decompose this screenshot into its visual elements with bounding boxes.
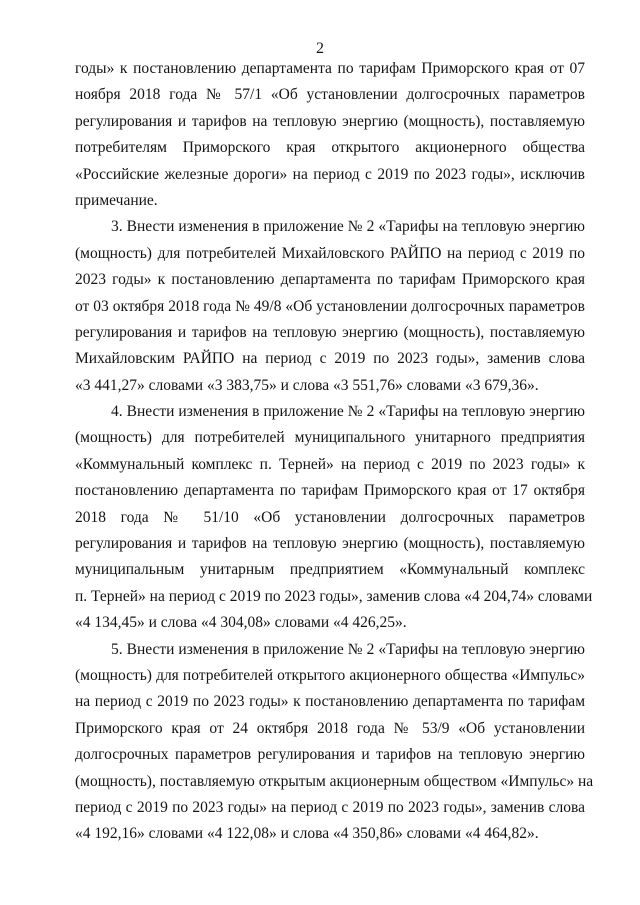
text-line: 5. Внести изменения в приложение № 2 «Тарифы на тепловую энергию — [111, 640, 585, 658]
paragraph-item-5 — [75, 637, 594, 848]
text-line: 3. Внести изменения в приложение № 2 «Тарифы на тепловую энергию — [111, 218, 585, 236]
text-line: муниципальным унитарным предприятием «Коммунальный комплекс — [75, 561, 585, 579]
text-line: «Российские железные дороги» на период с 2019 по 2023 годы», исключив — [75, 165, 585, 183]
text-line: Приморского края от 24 октября 2018 года № 53/9 «Об установлении — [75, 719, 585, 737]
text-line: (мощность) для потребителей муниципального унитарного предприятия — [75, 429, 585, 447]
text-line: от 03 октября 2018 года № 49/8 «Об установлении долгосрочных параметров — [75, 297, 585, 315]
text-line: «3 441,27» словами «3 383,75» и слова «3 551,76» словами «3 679,36». — [75, 376, 539, 394]
text-line: «Коммунальный комплекс п. Терней» на период с 2019 по 2023 годы» к — [75, 455, 585, 473]
text-line: 2023 годы» к постановлению департамента по тарифам Приморского края — [75, 271, 585, 289]
text-line: годы» к постановлению департамента по тарифам Приморского края от 07 — [75, 60, 585, 77]
text-line: потребителям Приморского края открытого акционерного общества — [75, 139, 585, 157]
text-line: (мощность) для потребителей открытого акционерного общества «Импульс» — [75, 666, 585, 684]
text-line: (мощность), поставляемую открытым акционерным обществом «Импульс» на — [75, 772, 594, 790]
paragraph-item-3 — [75, 214, 585, 399]
text-line: период с 2019 по 2023 годы» на период с 2019 по 2023 годы», заменив слова — [75, 798, 585, 816]
text-line: постановлению департамента по тарифам Приморского края от 17 октября — [75, 482, 585, 500]
text-line: «4 134,45» и слова «4 304,08» словами «4 426,25». — [75, 614, 407, 632]
text-line: (мощность) для потребителей Михайловского РАЙПО на период с 2019 по — [75, 244, 585, 262]
text-line: долгосрочных параметров регулирования и тарифов на тепловую энергию — [75, 746, 585, 764]
page-number: 2 — [316, 40, 324, 57]
text-line: ноября 2018 года № 57/1 «Об установлении долгосрочных параметров — [75, 86, 585, 104]
text-line: Михайловским РАЙПО на период с 2019 по 2023 годы», заменив слова — [75, 350, 585, 368]
text-line: 4. Внести изменения в приложение № 2 «Тарифы на тепловую энергию — [111, 403, 585, 421]
paragraph-continuation — [75, 56, 585, 214]
text-line: регулирования и тарифов на тепловую энергию (мощность), поставляемую — [75, 112, 585, 130]
text-line: на период с 2019 по 2023 годы» к постановлению департамента по тарифам — [75, 693, 585, 711]
document-body — [75, 56, 594, 848]
text-line: п. Терней» на период с 2019 по 2023 годы», заменив слова «4 204,74» словами — [75, 587, 593, 605]
text-line: «4 192,16» словами «4 122,08» и слова «4 350,86» словами «4 464,82». — [75, 825, 539, 843]
text-line: 2018 года № 51/10 «Об установлении долгосрочных параметров — [75, 508, 585, 526]
text-line: регулирования и тарифов на тепловую энергию (мощность), поставляемую — [75, 535, 585, 553]
text-line: регулирования и тарифов на тепловую энергию (мощность), поставляемую — [75, 323, 585, 341]
paragraph-item-4 — [75, 399, 593, 637]
text-line: примечание. — [75, 191, 158, 209]
